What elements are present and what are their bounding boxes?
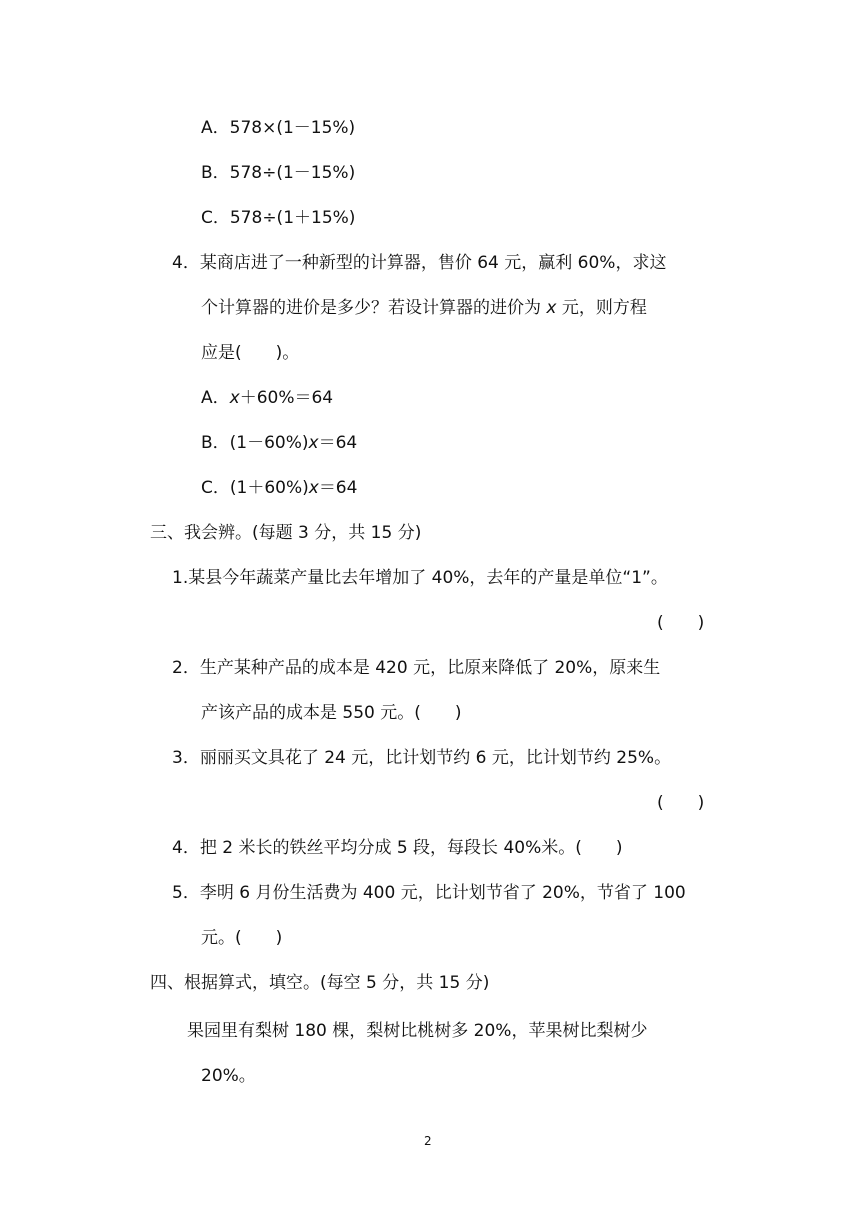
q4-text-line2: 个计算器的进价是多少？若设计算器的进价为 x 元，则方程 [201, 298, 647, 318]
page-number: 2 [424, 1134, 432, 1148]
s3-item4: 4．把 2 米长的铁丝平均分成 5 段，每段长 40%米。( ) [172, 838, 623, 858]
s3-item1: 1.某县今年蔬菜产量比去年增加了 40%，去年的产量是单位“1”。 [172, 568, 668, 588]
s3-item2-line1: 2．生产某种产品的成本是 420 元，比原来降低了 20%，原来生 [172, 658, 661, 678]
q4-text-line1: 4．某商店进了一种新型的计算器，售价 64 元，赢利 60%，求这 [172, 253, 667, 273]
section4-heading: 四、根据算式，填空。(每空 5 分，共 15 分) [150, 973, 490, 993]
s4-paragraph-line2: 20%。 [201, 1066, 256, 1086]
q3-option-c: C．578÷(1＋15%) [201, 208, 356, 228]
s3-item3: 3．丽丽买文具花了 24 元，比计划节约 6 元，比计划节约 25%。 [172, 748, 672, 768]
s3-item5-line2: 元。( ) [201, 928, 283, 948]
q4-option-a: A．x＋60%＝64 [201, 388, 334, 408]
q3-option-b: B．578÷(1－15%) [201, 163, 356, 183]
s3-item5-line1: 5．李明 6 月份生活费为 400 元，比计划节省了 20%，节省了 100 [172, 883, 686, 903]
q4-option-b: B．(1－60%)x＝64 [201, 433, 358, 453]
s3-item3-answer-blank: ( ) [657, 793, 705, 813]
s4-paragraph-line1: 果园里有梨树 180 棵，梨树比桃树多 20%，苹果树比梨树少 [187, 1021, 648, 1041]
variable-x: x [546, 298, 557, 318]
s3-item2-line2: 产该产品的成本是 550 元。( ) [201, 703, 462, 723]
q4-option-c: C．(1＋60%)x＝64 [201, 478, 358, 498]
q4-text-line3: 应是( )。 [201, 343, 300, 363]
section3-heading: 三、我会辨。(每题 3 分，共 15 分) [150, 523, 422, 543]
s3-item1-answer-blank: ( ) [657, 613, 705, 633]
q3-option-a: A．578×(1－15%) [201, 118, 356, 138]
